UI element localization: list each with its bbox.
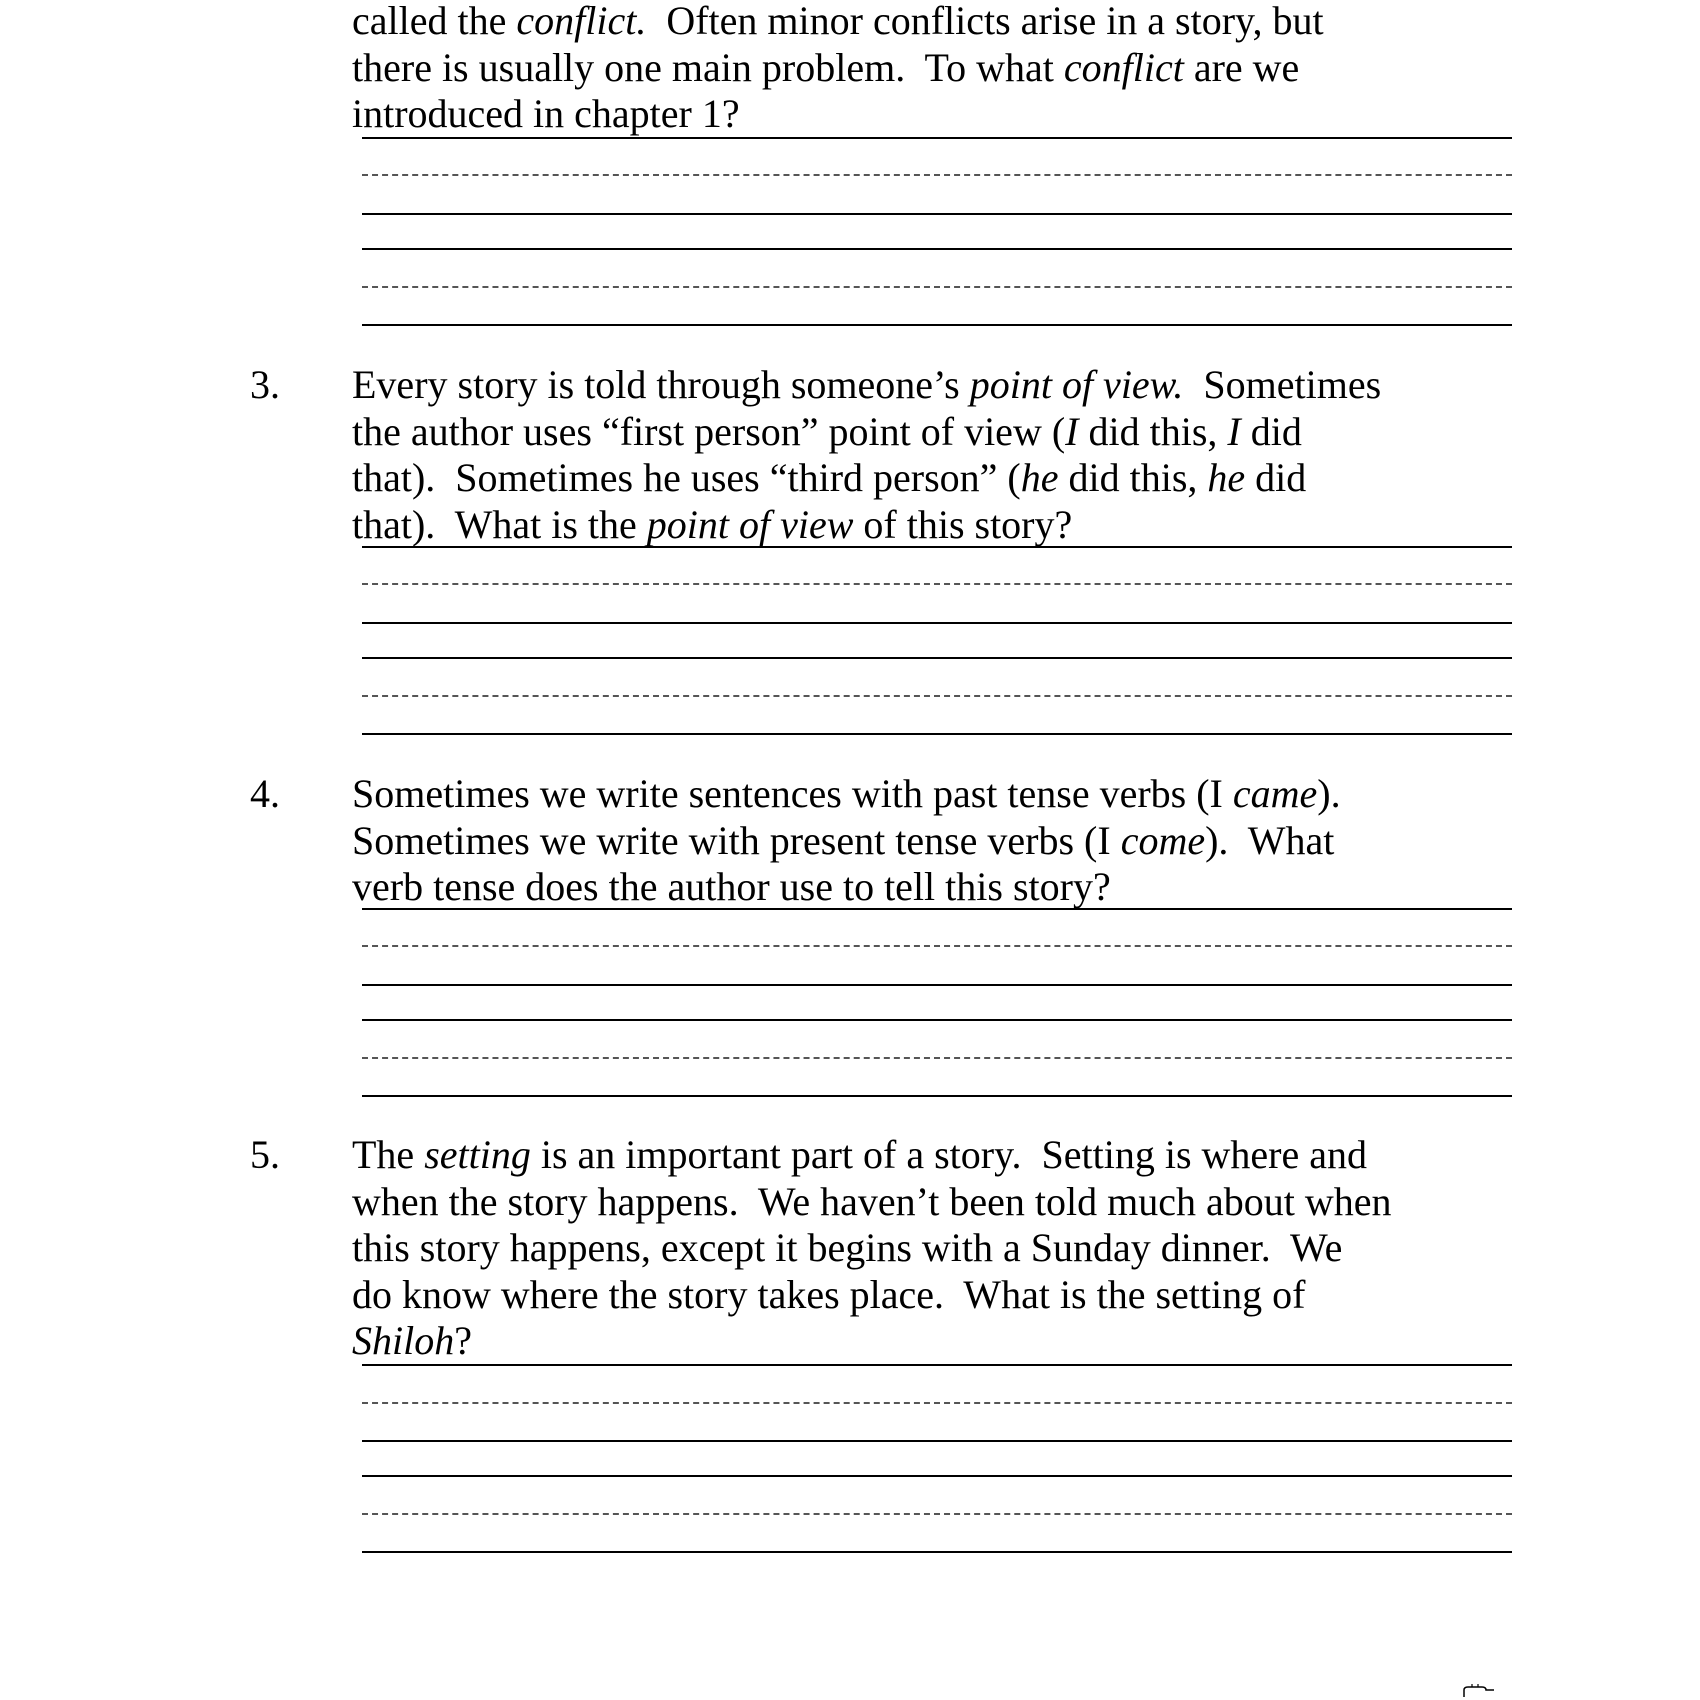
text-run: Sometimes we write sentences with past tense verbs (I — [352, 771, 1233, 816]
text-run: ? — [454, 1318, 472, 1363]
text-line — [352, 864, 1542, 911]
emphasis-text: he — [1020, 455, 1059, 500]
emphasis-text: I — [1227, 408, 1241, 454]
text-run: do know where the story takes place. What is the setting of — [352, 1271, 1306, 1317]
text-run: that). What is the — [352, 501, 647, 547]
text-line — [352, 362, 1542, 409]
emphasis-text: setting — [424, 1132, 531, 1177]
question-3-number: 3. — [250, 362, 280, 407]
answer-guide-line — [362, 1513, 1512, 1515]
text-run: called the — [352, 0, 517, 43]
emphasis-text: I — [1065, 408, 1079, 454]
answer-line — [362, 657, 1512, 659]
answer-line — [362, 248, 1512, 250]
answer-guide-line — [362, 174, 1512, 176]
text-line — [352, 91, 1542, 138]
text-line — [352, 409, 1542, 456]
text-run: this story happens, except it begins with a Sunday dinner. We — [352, 1225, 1343, 1270]
answer-line — [362, 546, 1512, 548]
text-run: when the story happens. We haven’t been told much about when — [352, 1178, 1392, 1224]
answer-line — [362, 1475, 1512, 1477]
emphasis-text: point of view. — [969, 362, 1184, 407]
answer-guide-line — [362, 945, 1512, 947]
question-4-text — [352, 771, 1542, 911]
answer-line — [362, 213, 1512, 215]
emphasis-text: came — [1232, 771, 1318, 816]
text-line — [352, 45, 1542, 92]
answer-guide-line — [362, 695, 1512, 697]
text-line — [352, 818, 1542, 865]
question-2-text — [352, 0, 1542, 138]
answer-guide-line — [362, 583, 1512, 585]
text-run: there is usually one main problem. To what — [352, 44, 1064, 90]
emphasis-text: point of view — [646, 501, 854, 547]
text-run: that). Sometimes he uses “third person” ( — [352, 455, 1021, 500]
text-line — [352, 771, 1542, 818]
pointing-hand-icon — [1460, 1684, 1500, 1698]
emphasis-text: conflict. — [516, 0, 647, 43]
emphasis-text: conflict — [1063, 44, 1184, 90]
emphasis-text: Shiloh — [352, 1318, 455, 1363]
answer-guide-line — [362, 1402, 1512, 1404]
answer-guide-line — [362, 286, 1512, 288]
answer-line — [362, 137, 1512, 139]
text-run: ). What — [1205, 817, 1335, 863]
text-line — [352, 455, 1542, 502]
text-line — [352, 502, 1542, 549]
text-run: The — [352, 1132, 425, 1177]
text-run: did this, — [1058, 455, 1208, 500]
text-line — [352, 1272, 1542, 1319]
text-run: Often minor conflicts arise in a story, but — [646, 0, 1324, 43]
text-run: Every story is told through someone’s — [352, 362, 970, 407]
text-line — [352, 1179, 1542, 1226]
emphasis-text: come — [1120, 817, 1206, 863]
answer-line — [362, 1551, 1512, 1553]
text-run: did — [1240, 408, 1302, 454]
text-line — [352, 1132, 1542, 1179]
text-run: are we — [1183, 44, 1300, 90]
answer-line — [362, 908, 1512, 910]
text-run: is an important part of a story. Setting is where and — [530, 1132, 1367, 1177]
text-run: introduced in chapter 1? — [352, 91, 740, 136]
question-5-text — [352, 1132, 1542, 1365]
answer-line — [362, 1019, 1512, 1021]
text-line — [352, 1225, 1542, 1272]
text-run: did this, — [1078, 408, 1228, 454]
text-run: of this story? — [853, 501, 1073, 547]
answer-line — [362, 733, 1512, 735]
question-4-number: 4. — [250, 771, 280, 816]
text-run: the author uses “first person” point of view ( — [352, 408, 1066, 454]
text-run: ). — [1317, 771, 1341, 816]
text-run: verb tense does the author use to tell this story? — [352, 864, 1111, 909]
text-run: Sometimes we write with present tense verbs (I — [352, 817, 1121, 863]
question-5-number: 5. — [250, 1132, 280, 1177]
answer-line — [362, 324, 1512, 326]
answer-line — [362, 1364, 1512, 1366]
answer-line — [362, 1095, 1512, 1097]
emphasis-text: he — [1207, 455, 1246, 500]
answer-line — [362, 984, 1512, 986]
question-3-text — [352, 362, 1542, 548]
text-run: did — [1245, 455, 1307, 500]
text-run: Sometimes — [1183, 362, 1382, 407]
answer-guide-line — [362, 1057, 1512, 1059]
text-line — [352, 1318, 1542, 1365]
text-line — [352, 0, 1542, 45]
answer-line — [362, 622, 1512, 624]
answer-line — [362, 1440, 1512, 1442]
